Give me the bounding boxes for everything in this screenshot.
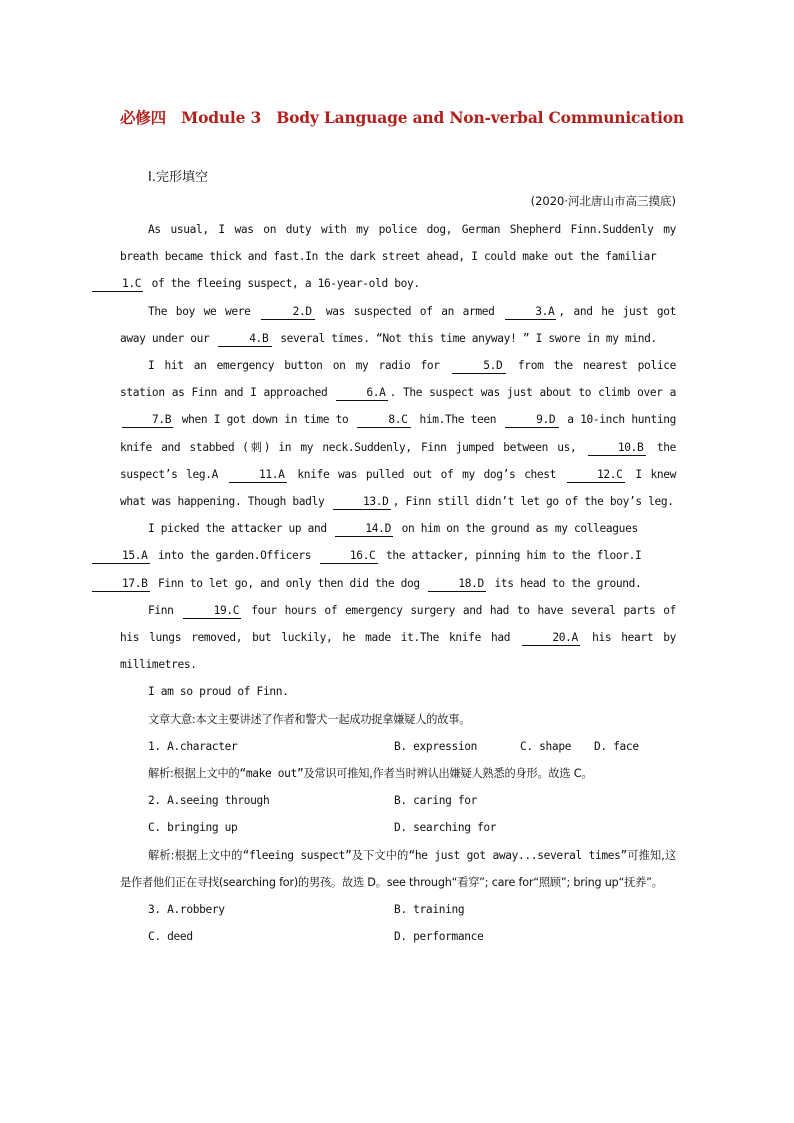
question-1-explanation: 解析:根据上文中的“make out”及常识可推知,作者当时辨认出嫌疑人熟悉的身形。故选 C。 [148,767,593,781]
question-3-options-row2 [120,923,676,950]
option-c: C. deed [148,930,193,944]
question-2-explanation: 解析:根据上文中的“fleeing suspect”及下文中的“he just got away...several times”可推知,这是作者他们正在寻找(searching for)的男孩。故选 D。see through“看穿”; care for“照顾”; bring up“抚养”。 [120,848,676,889]
answer-blank: 6.A [336,386,387,401]
answer-blank: 17.B [92,577,150,592]
answer-blank: 12.C [567,468,625,483]
answer-blank: 7.B [122,413,173,428]
title-module: Module 3 [181,108,262,127]
option-c: C. shape [520,739,572,753]
paragraph-1: As usual, I was on duty with my police dog, German Shepherd Finn.Suddenly my breath became thick and fast.In the dark street ahead, I could make out the familiar 1.C of the fleeing suspect, a 16-year-old boy. [120,216,676,298]
option-d: D. searching for [394,821,497,835]
option-d: D. performance [394,930,484,944]
question-3-options-row1 [120,896,676,923]
question-2-options-row1 [120,787,676,814]
option-a: 2. A.seeing through [148,794,270,808]
summary: 文章大意:本文主要讲述了作者和警犬一起成功捉拿嫌疑人的故事。 [148,712,471,726]
answer-blank: 8.C [357,413,411,428]
paragraph-5: Finn 19.C four hours of emergency surgery and had to have several parts of his lungs removed, but luckily, he made it.The knife had 20.A his heart by millimetres. [120,603,677,672]
answer-blank: 15.A [92,549,150,564]
answer-blank: 1.C [92,277,143,292]
question-1-options [120,733,676,760]
option-a: 1. A.character [148,739,238,753]
option-d: D. face [594,739,639,753]
answer-blank: 11.A [229,468,287,483]
option-b: B. expression [394,739,478,753]
paragraph-2: The boy we were 2.D was suspected of an armed 3.A , and he just got away under our 4.B several times. “Not this time anyway! ” I swore in my mind. [120,304,677,345]
answer-blank: 16.C [320,549,378,564]
paragraph-6: I am so proud of Finn. [148,685,289,699]
option-b: B. caring for [394,794,478,808]
answer-blank: 18.D [428,577,486,592]
title-cn: 必修四 [120,108,166,127]
answer-blank: 3.A [505,305,556,320]
page-title [120,106,684,128]
cloze-passage [120,216,676,950]
option-c: C. bringing up [148,821,238,835]
answer-blank: 5.D [452,359,506,374]
answer-blank: 14.D [335,522,393,537]
paragraph-3: I hit an emergency button on my radio for 5.D from the nearest police station as Finn and I approached 6.A . The suspect was just about to climb over a 7.B when I got down in time to 8.C him.The teen 9.D a 10-inch hunting knife and stabbed (刺) in my neck.Suddenly, Finn jumped between us, 10.B the suspect’s leg.A 11.A knife was pulled out of my dog’s chest 12.C I knew what was happening. Though badly 13.D , Finn still didn’t let go of the boy’s leg. [120,359,677,509]
question-2-options-row2 [120,814,676,841]
paragraph-4: I picked the attacker up and 14.D on him on the ground as my colleagues 15.A into the garden.Officers 16.C the attacker, pinning him to the floor.I 17.B Finn to let go, and only then did the dog 18.D its head to the ground. [120,515,676,597]
section-heading: Ⅰ.完形填空 [148,170,208,185]
answer-blank: 19.C [183,604,241,619]
answer-blank: 13.D [333,495,391,510]
option-b: B. training [394,903,465,917]
option-a: 3. A.robbery [148,903,225,917]
answer-blank: 10.B [588,441,646,456]
answer-blank: 2.D [261,305,315,320]
answer-blank: 4.B [218,332,272,347]
answer-blank: 9.D [505,413,559,428]
title-subtitle: Body Language and Non-verbal Communication [276,108,684,127]
source-note: (2020·河北唐山市高三摸底) [530,194,676,208]
answer-blank: 20.A [522,631,580,646]
